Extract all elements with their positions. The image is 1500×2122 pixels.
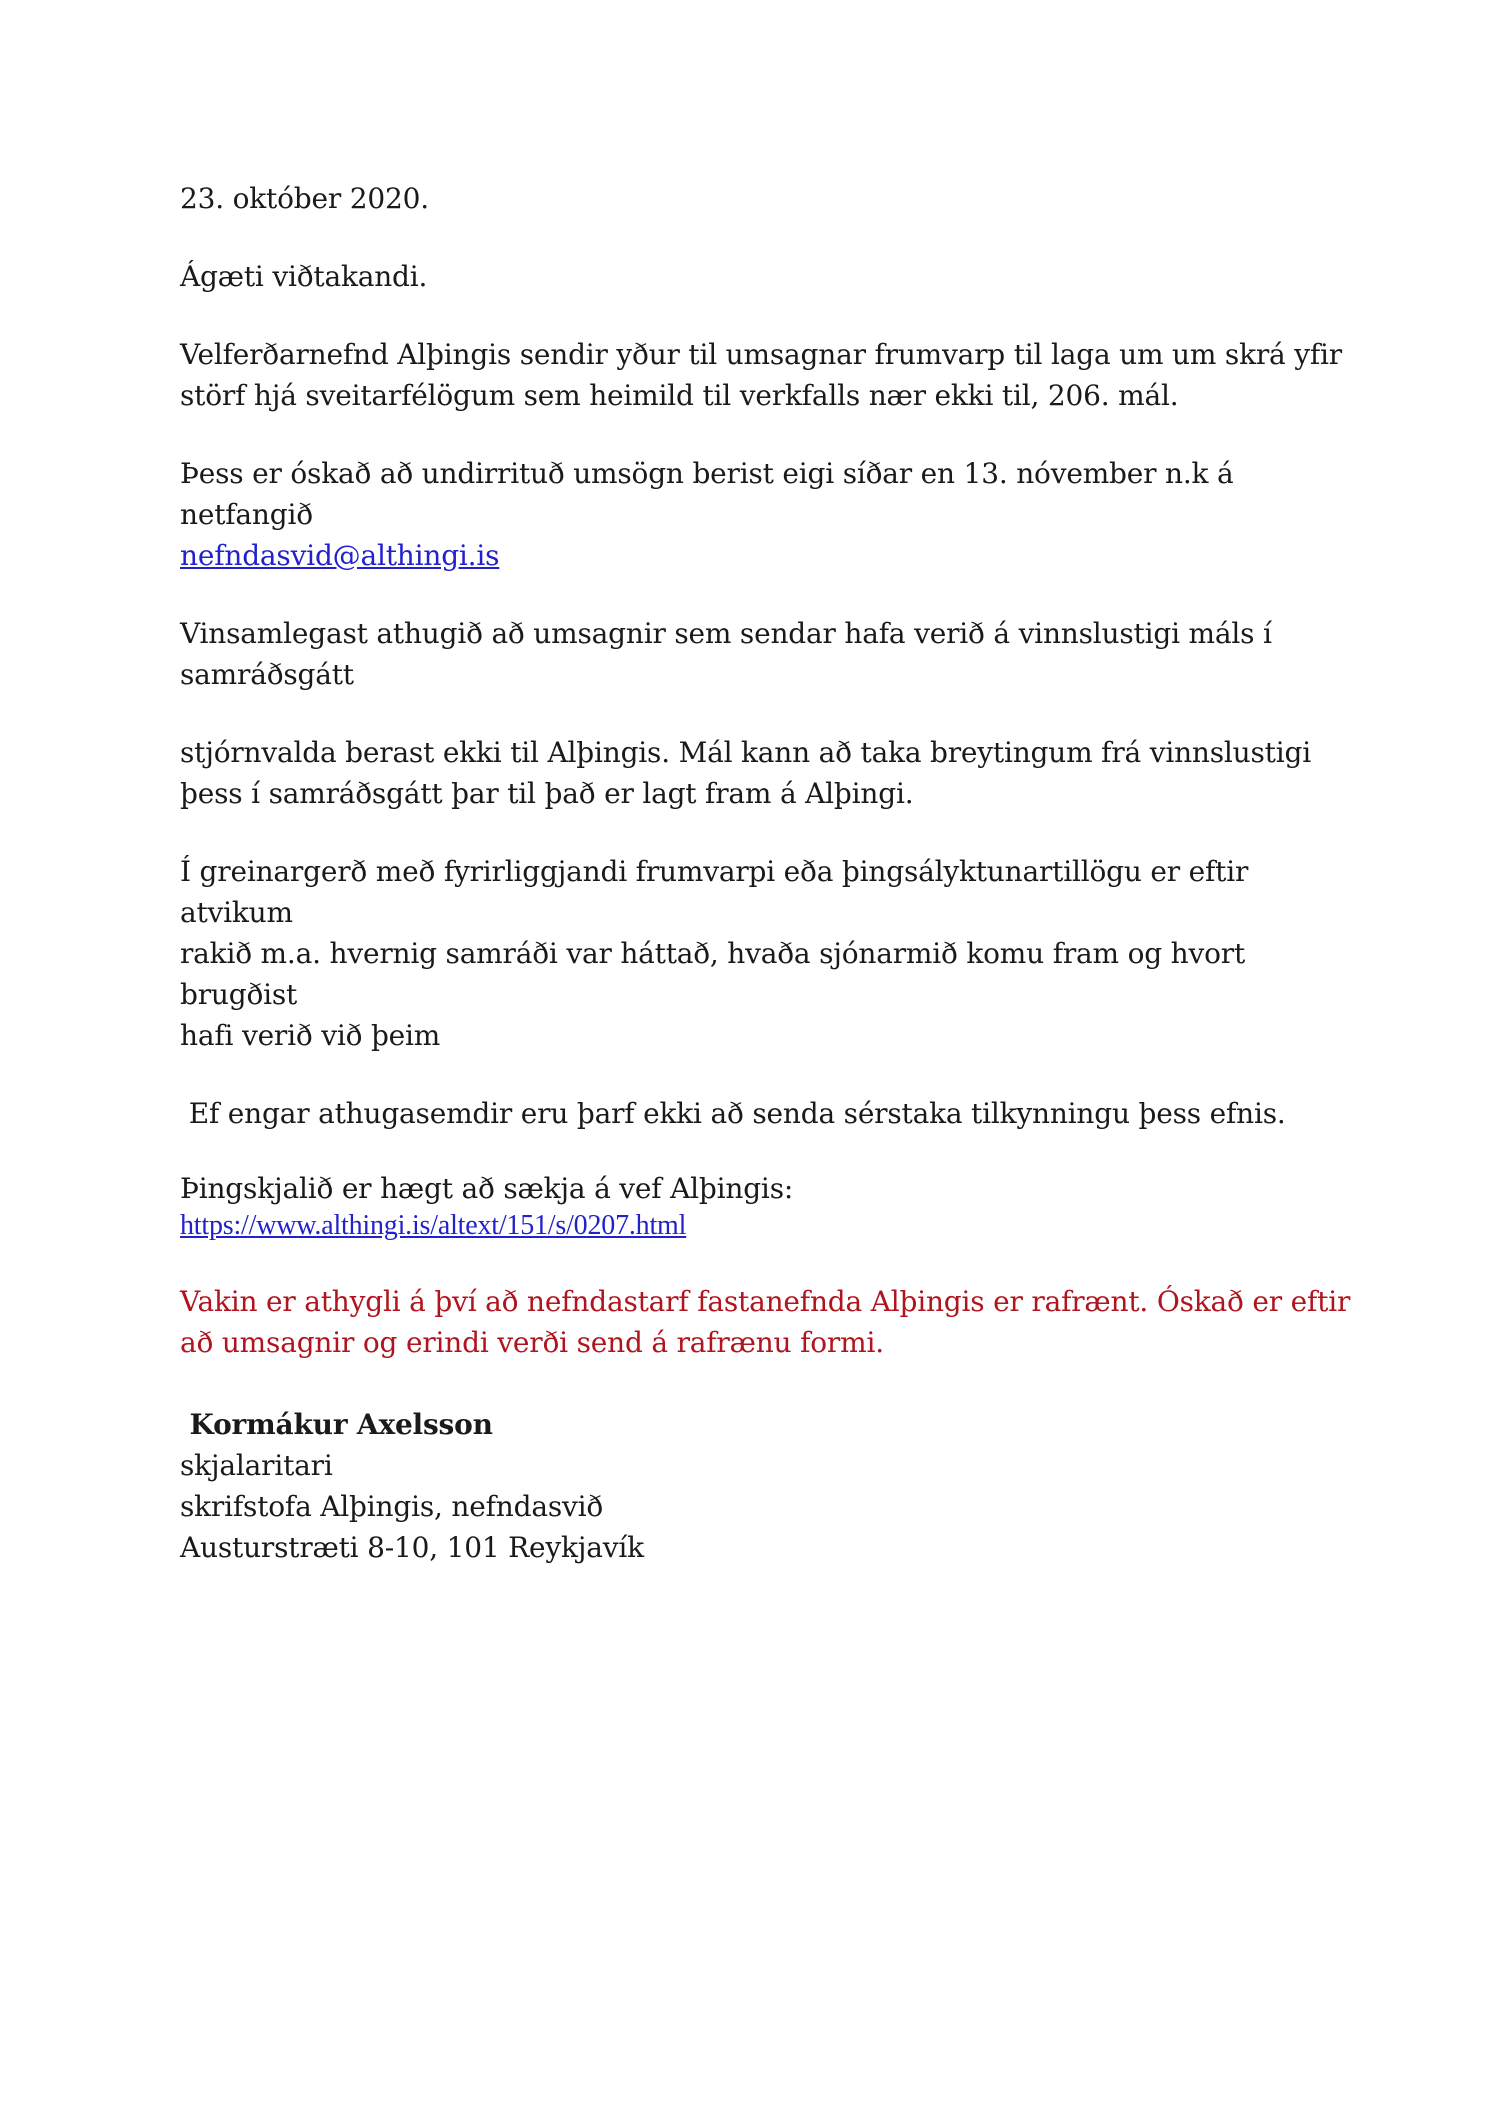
signer-title: skjalaritari — [180, 1449, 333, 1482]
signer-address: Austurstræti 8-10, 101 Reykjavík — [180, 1531, 644, 1564]
document-url-link[interactable]: https://www.althingi.is/altext/151/s/0207.html — [180, 1210, 687, 1241]
greeting: Ágæti viðtakandi. — [180, 260, 428, 293]
letter-body — [180, 178, 1360, 1568]
rationale-line: rakið m.a. hvernig samráði var háttað, hvaða sjónarmið komu fram og hvort brugðist — [180, 937, 1246, 1011]
rationale-paragraph — [180, 851, 1360, 1056]
signer-office: skrifstofa Alþingis, nefndasvið — [180, 1490, 604, 1523]
notice-line: samráðsgátt — [180, 658, 354, 691]
intro-line: Velferðarnefnd Alþingis sendir yður til umsagnar frumvarp til laga um um skrá yfir — [180, 338, 1342, 371]
notice2-line: stjórnvalda berast ekki til Alþingis. Mál kann að taka breytingum frá vinnslustigi — [180, 736, 1311, 769]
signature-block — [180, 1404, 1360, 1568]
electronic-notice — [180, 1281, 1360, 1363]
notice2-line: þess í samráðsgátt þar til það er lagt fram á Alþingi. — [180, 777, 914, 810]
intro-paragraph — [180, 334, 1360, 416]
signer-name: Kormákur Axelsson — [180, 1408, 493, 1441]
electronic-notice-line: að umsagnir og erindi verði send á rafrænu formi. — [180, 1326, 884, 1359]
rationale-line: Í greinargerð með fyrirliggjandi frumvarpi eða þingsályktunartillögu er eftir atvikum — [180, 855, 1249, 929]
document-text: Þingskjalið er hægt að sækja á vef Alþingis: — [180, 1172, 794, 1205]
electronic-notice-line: Vakin er athygli á því að nefndastarf fastanefnda Alþingis er rafrænt. Óskað er eftir — [180, 1285, 1351, 1318]
deadline-text: Þess er óskað að undirrituð umsögn berist eigi síðar en 13. nóvember n.k á netfangið — [180, 457, 1234, 531]
notice-line: Vinsamlegast athugið að umsagnir sem sendar hafa verið á vinnslustigi máls í — [180, 617, 1272, 650]
intro-line: störf hjá sveitarfélögum sem heimild til verkfalls nær ekki til, 206. mál. — [180, 379, 1179, 412]
notice-paragraph — [180, 613, 1360, 695]
document-paragraph — [180, 1171, 1360, 1244]
rationale-line: hafi verið við þeim — [180, 1019, 441, 1052]
no-comments-note: Ef engar athugasemdir eru þarf ekki að senda sérstaka tilkynningu þess efnis. — [180, 1097, 1286, 1130]
email-link[interactable]: nefndasvid@althingi.is — [180, 539, 500, 572]
letter-date: 23. október 2020. — [180, 182, 429, 215]
deadline-paragraph — [180, 453, 1360, 576]
notice2-paragraph — [180, 732, 1360, 814]
